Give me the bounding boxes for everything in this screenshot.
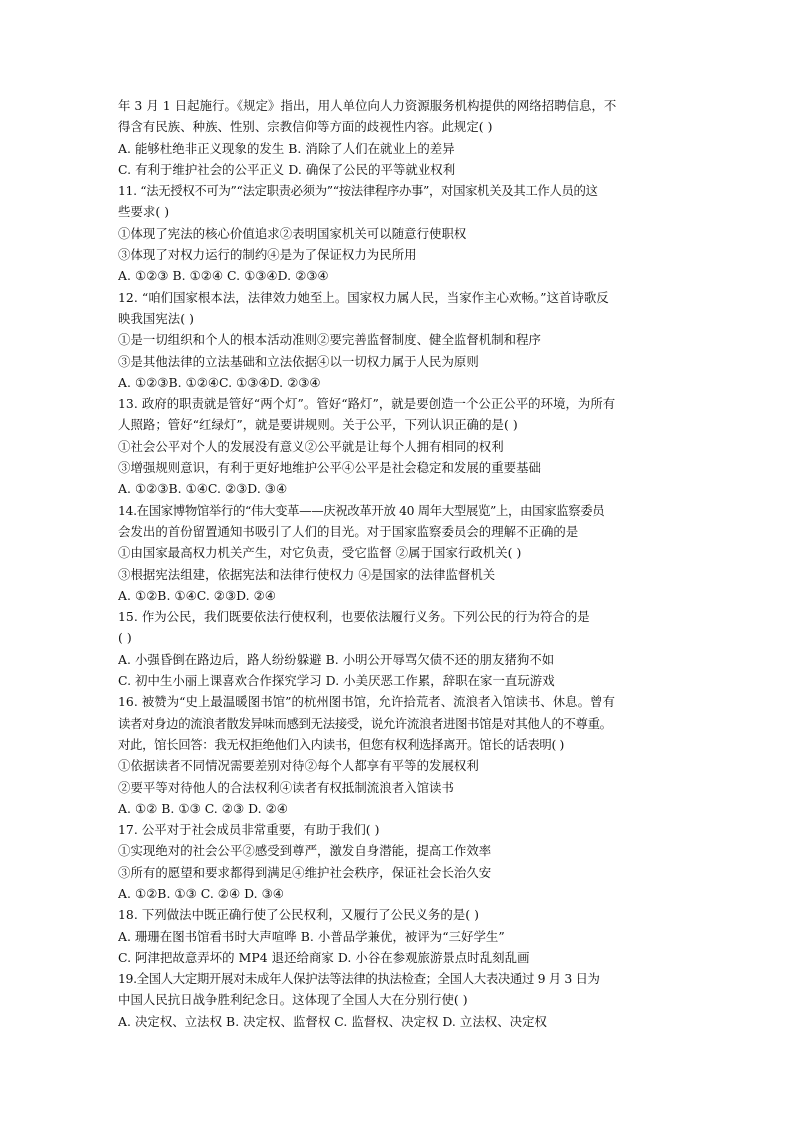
question-16: 16. 被赞为“史上最温暖图书馆”的杭州图书馆，允许拾荒者、流浪者入馆读书、休息。曾有: [118, 694, 615, 710]
text-line: 中国人民抗日战争胜利纪念日。这体现了全国人大在分别行使( ): [118, 992, 468, 1008]
question-18: 18. 下列做法中既正确行使了公民权利，又履行了公民义务的是( ): [118, 907, 480, 923]
question-17: 17. 公平对于社会成员非常重要，有助于我们( ): [118, 822, 380, 838]
statement-line: ①社会公平对个人的发展没有意义②公平就是让每个人拥有相同的权利: [118, 438, 504, 454]
option-line: A. ①②③ B. ①②④ C. ①③④D. ②③④: [118, 268, 329, 284]
option-line: A. ①②B. ①④C. ②③D. ②④: [118, 587, 276, 603]
statement-line: ②要平等对待他人的合法权利④读者有权抵制流浪者入馆读书: [118, 779, 454, 795]
statement-line: ③根据宪法组建，依据宪法和法律行使权力 ④是国家的法律监督机关: [118, 566, 496, 582]
question-19: 19.全国人大定期开展对未成年人保护法等法律的执法检查；全国人大表决通过 9 月 3 日为: [118, 971, 600, 987]
statement-line: ③所有的愿望和要求都得到满足④维护社会秩序，保证社会长治久安: [118, 864, 492, 880]
option-line: A. 小强昏倒在路边后，路人纷纷躲避 B. 小明公开辱骂欠债不还的朋友猪狗不如: [118, 651, 555, 667]
statement-line: ③体现了对权力运行的制约④是为了保证权力为民所用: [118, 247, 417, 263]
question-14: 14.在国家博物馆举行的“伟大变革——庆祝改革开放 40 周年大型展览”上，由国家监察委员: [118, 502, 605, 518]
option-line: C. 初中生小丽上课喜欢合作探究学习 D. 小美厌恶工作累，辞职在家一直玩游戏: [118, 673, 555, 689]
question-13: 13. 政府的职责就是管好“两个灯”。管好“路灯”，就是要创造一个公正公平的环境，为所有: [118, 396, 616, 412]
statement-line: ①体现了宪法的核心价值追求②表明国家机关可以随意行使职权: [118, 225, 467, 241]
text-line: 些要求( ): [118, 204, 170, 220]
option-line: A. 珊珊在图书馆看书时大声喧哗 B. 小普品学兼优，被评为“三好学生”: [118, 928, 505, 944]
text-line: 得含有民族、种族、性别、宗教信仰等方面的歧视性内容。此规定( ): [118, 119, 493, 135]
statement-line: ①是一切组织和个人的根本活动准则②要完善监督制度、健全监督机制和程序: [118, 332, 541, 348]
text-line: 年 3 月 1 日起施行。《规定》指出，用人单位向人力资源服务机构提供的网络招聘信息，不: [118, 98, 617, 113]
option-line: A. ①②③B. ①②④C. ①③④D. ②③④: [118, 374, 321, 390]
text-line: 映我国宪法( ): [118, 310, 194, 326]
option-line: A. 能够杜绝非正义现象的发生 B. 消除了人们在就业上的差异: [118, 140, 455, 156]
option-line: A. ①②③B. ①④C. ②③D. ③④: [118, 481, 288, 497]
question-12: 12. “咱们国家根本法，法律效力她至上。国家权力属人民，当家作主心欢畅。”这首诗歌反: [118, 289, 609, 305]
option-line: A. ①② B. ①③ C. ②③ D. ②④: [118, 800, 288, 816]
question-15: 15. 作为公民，我们既要依法行使权利，也要依法履行义务。下列公民的行为符合的是: [118, 609, 590, 625]
option-line: A. ①②B. ①③ C. ②④ D. ③④: [118, 885, 284, 901]
statement-line: ③增强规则意识，有利于更好地维护公平④公平是社会稳定和发展的重要基础: [118, 460, 541, 476]
text-line: 读者对身边的流浪者散发异味而感到无法接受，说允许流浪者进图书馆是对其他人的不尊重。: [118, 715, 612, 731]
statement-line: ①依据读者不同情况需要差别对待②每个人都享有平等的发展权利: [118, 758, 479, 774]
question-11: 11. “法无授权不可为”“法定职责必须为”“按法律程序办事”，对国家机关及其工作人员的这: [118, 183, 598, 199]
text-line: 会发出的首份留置通知书吸引了人们的目光。对于国家监察委员会的理解不正确的是: [118, 523, 579, 539]
statement-line: ①实现绝对的社会公平②感受到尊严，激发自身潜能，提高工作效率: [118, 843, 492, 859]
text-line: ( ): [118, 630, 132, 646]
exam-page: [118, 95, 686, 1032]
text-line: 对此，馆长回答：我无权拒绝他们入内读书，但您有权利选择离开。馆长的话表明( ): [118, 736, 565, 752]
text-line: 人照路；管好“红绿灯”，就是要讲规则。关于公平，下列认识正确的是( ): [118, 417, 518, 433]
option-line: A. 决定权、立法权 B. 决定权、监督权 C. 监督权、决定权 D. 立法权、决定权: [118, 1013, 547, 1029]
option-line: C. 阿津把故意弄坏的 MP4 退还给商家 D. 小谷在参观旅游景点时乱刻乱画: [118, 949, 530, 965]
statement-line: ③是其他法律的立法基础和立法依据④以一切权力属于人民为原则: [118, 353, 479, 369]
statement-line: ①由国家最高权力机关产生，对它负责，受它监督 ②属于国家行政机关( ): [118, 545, 522, 561]
option-line: C. 有利于维护社会的公平正义 D. 确保了公民的平等就业权利: [118, 161, 456, 177]
